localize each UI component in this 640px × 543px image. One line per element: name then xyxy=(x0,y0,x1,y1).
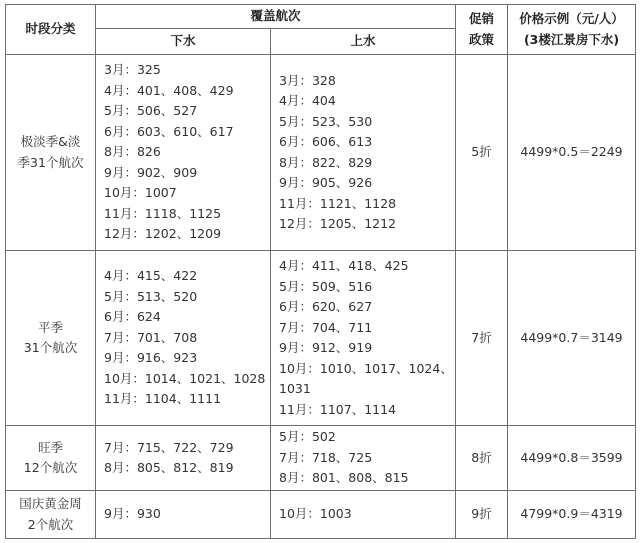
discount-cell: 9折 xyxy=(456,491,508,539)
category-cell xyxy=(6,426,96,491)
voyage-line: 5月：523、530 xyxy=(279,113,373,129)
price-cell: 4499*0.7＝3149 xyxy=(508,251,636,426)
voyage-line: 12月：1202、1209 xyxy=(104,226,222,242)
category-text: 季31个航次 xyxy=(17,154,84,170)
voyage-line: 9月：930 xyxy=(104,506,161,522)
voyage-line: 8月：822、829 xyxy=(279,154,373,170)
category-text: 旺季 xyxy=(37,439,63,455)
header-promo xyxy=(456,5,508,55)
price-cell: 4499*0.5＝2249 xyxy=(508,55,636,251)
category-cell xyxy=(6,491,96,539)
voyage-line: 10月：1010、1017、1024、 xyxy=(279,360,453,376)
table-row xyxy=(6,426,636,491)
voyage-line: 9月：905、926 xyxy=(279,175,373,190)
voyage-line: 11月：1121、1128 xyxy=(279,195,397,211)
voyage-line: 10月：1007 xyxy=(104,185,177,201)
voyage-line: 1031 xyxy=(279,381,311,396)
upstream-cell xyxy=(271,251,456,426)
voyage-line: 3月：328 xyxy=(279,72,336,88)
voyage-line: 6月：606、613 xyxy=(279,134,373,149)
category-text: 12个航次 xyxy=(23,460,78,475)
discount-cell: 8折 xyxy=(456,426,508,491)
voyage-line: 6月：624 xyxy=(104,309,161,325)
table-row xyxy=(6,491,636,539)
table-row xyxy=(6,251,636,426)
upstream-cell xyxy=(271,426,456,491)
voyage-line: 3月：325 xyxy=(104,62,161,78)
price-cell: 4499*0.8＝3599 xyxy=(508,426,636,491)
voyage-line: 7月：715、722、729 xyxy=(104,439,234,455)
cruise-pricing-table xyxy=(5,4,636,539)
voyage-line: 9月：912、919 xyxy=(279,340,373,355)
upstream-cell xyxy=(271,55,456,251)
header-price xyxy=(508,5,636,55)
discount-cell: 5折 xyxy=(456,55,508,251)
voyage-line: 7月：718、725 xyxy=(279,449,373,465)
voyage-line: 9月：916、923 xyxy=(104,350,198,366)
voyage-line: 5月：509、516 xyxy=(279,278,373,294)
category-text: 平季 xyxy=(37,319,63,335)
voyage-line: 8月：801、808、815 xyxy=(279,470,409,486)
voyage-line: 5月：513、520 xyxy=(104,288,198,304)
upstream-cell xyxy=(271,491,456,539)
header-price-line2: (3楼江景房下水) xyxy=(523,31,620,47)
category-cell xyxy=(6,55,96,251)
header-category: 时段分类 xyxy=(6,5,96,55)
header-price-line1: 价格示例（元/人） xyxy=(519,11,624,26)
downstream-cell xyxy=(96,491,271,539)
discount-cell: 7折 xyxy=(456,251,508,426)
header-promo-line2: 政策 xyxy=(469,31,495,47)
voyage-line: 7月：704、711 xyxy=(279,319,373,335)
downstream-cell xyxy=(96,426,271,491)
voyage-line: 11月：1118、1125 xyxy=(104,205,222,221)
price-cell: 4799*0.9＝4319 xyxy=(508,491,636,539)
voyage-line: 12月：1205、1212 xyxy=(279,216,397,231)
category-text: 极淡季&淡 xyxy=(20,134,81,149)
voyage-line: 8月：805、812、819 xyxy=(104,460,234,475)
downstream-cell xyxy=(96,251,271,426)
voyage-line: 6月：620、627 xyxy=(279,299,373,314)
header-row-top xyxy=(6,5,636,29)
downstream-cell xyxy=(96,55,271,251)
voyage-line: 4月：415、422 xyxy=(104,268,198,284)
voyage-line: 7月：701、708 xyxy=(104,329,198,345)
voyage-line: 10月：1003 xyxy=(279,506,352,522)
voyage-line: 11月：1107、1114 xyxy=(279,401,397,417)
header-coverage: 覆盖航次 xyxy=(96,5,456,29)
voyage-line: 10月：1014、1021、1028 xyxy=(104,370,266,386)
category-text: 国庆黄金周 xyxy=(19,496,82,511)
voyage-line: 4月：411、418、425 xyxy=(279,258,409,273)
table-row xyxy=(6,55,636,251)
header-upstream: 上水 xyxy=(271,29,456,55)
header-promo-line1: 促销 xyxy=(469,11,495,26)
header-downstream: 下水 xyxy=(96,29,271,55)
category-text: 31个航次 xyxy=(23,340,78,355)
voyage-line: 5月：506、527 xyxy=(104,103,198,119)
voyage-line: 5月：502 xyxy=(279,429,336,445)
category-text: 2个航次 xyxy=(27,516,74,532)
voyage-line: 4月：404 xyxy=(279,93,336,108)
voyage-line: 11月：1104、1111 xyxy=(104,391,222,407)
voyage-line: 4月：401、408、429 xyxy=(104,82,234,98)
category-cell xyxy=(6,251,96,426)
voyage-line: 6月：603、610、617 xyxy=(104,123,234,139)
voyage-line: 9月：902、909 xyxy=(104,164,198,180)
voyage-line: 8月：826 xyxy=(104,144,161,160)
